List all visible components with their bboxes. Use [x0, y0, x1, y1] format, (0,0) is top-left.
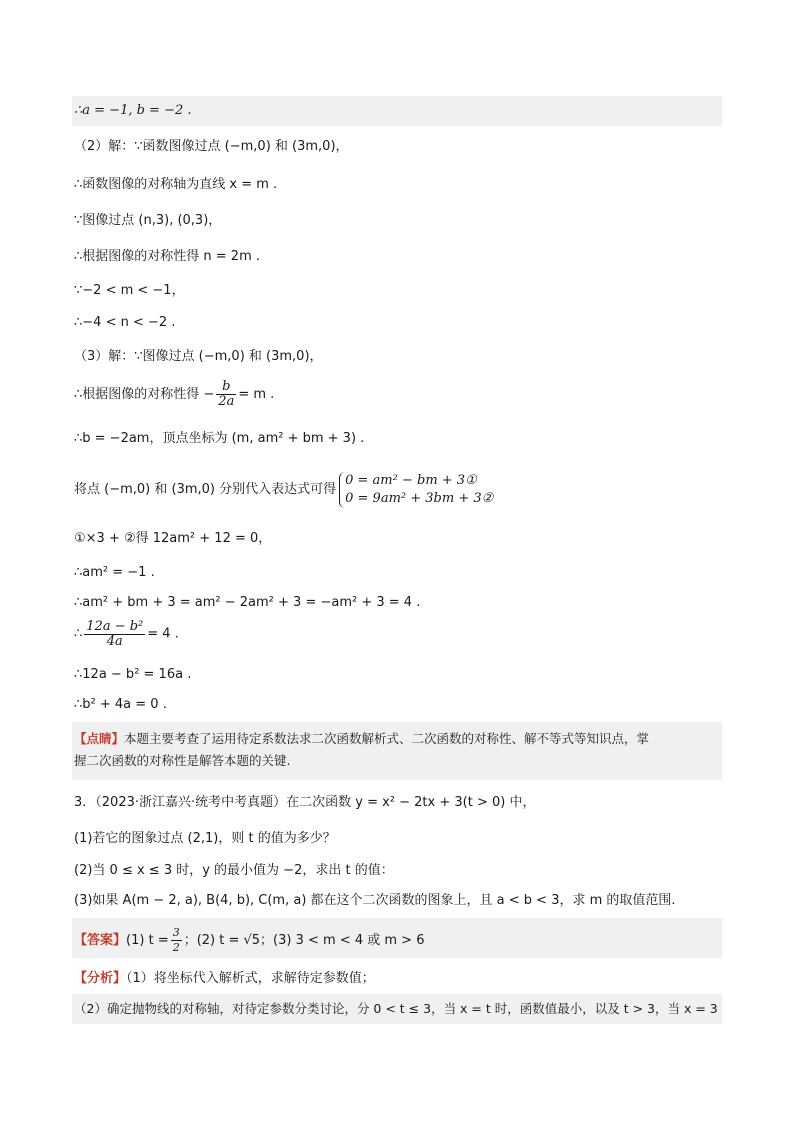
text-line: 将点 (−m,0) 和 (3m,0) 分别代入表达式可得 0 = am² − bm + 3① 0 = 9am² + 3bm + 3②: [74, 473, 494, 506]
text-line: ∴12a − b² = 16a .: [74, 667, 192, 682]
text-line: （3）解：∵图像过点 (−m,0) 和 (3m,0)，: [74, 349, 323, 364]
text-line: ∴根据图像的对称性得 n = 2m .: [74, 249, 260, 264]
text-line: ∴函数图像的对称轴为直线 x = m .: [74, 177, 278, 192]
text-line: ∴ $\frac{\text{12a − b²}}{4a}$ = 4 .: [74, 619, 179, 649]
equation-system: 0 = am² − bm + 3① 0 = 9am² + 3bm + 3②: [339, 472, 493, 508]
text-line: ∴a = −1, b = −2 .: [72, 96, 722, 126]
fraction: $\frac{3}{2}$: [172, 926, 180, 954]
text-line: ∵−2 < m < −1，: [74, 283, 185, 298]
text-line: ∴am² = −1 .: [74, 565, 155, 580]
analysis-line: 【分析】（1）将坐标代入解析式，求解待定参数值；: [74, 971, 375, 986]
text-line: ①×3 + ②得 12am² + 12 = 0，: [74, 531, 272, 546]
text-line: ∴−4 < n < −2 .: [74, 315, 176, 330]
text-line: ∴am² + bm + 3 = am² − 2am² + 3 = −am² + 3 = 4 .: [74, 595, 421, 610]
text-line: ∴b = −2am，顶点坐标为 (m, am² + bm + 3) .: [74, 431, 365, 446]
text-line: ∴b² + 4a = 0 .: [74, 697, 167, 712]
question-title: 3．（2023·浙江嘉兴·统考中考真题）在二次函数 y = x² − 2tx + 3(t > 0) 中，: [74, 795, 536, 810]
question-part: (3)如果 A(m − 2, a), B(4, b), C(m, a) 都在这个二次函数的图象上，且 a < b < 3，求 m 的取值范围.: [74, 893, 676, 908]
fraction: $\frac{\text{12a − b²}}{4a}$: [86, 619, 144, 649]
section-label: 【分析】: [74, 971, 127, 986]
text-line: ∴根据图像的对称性得 − $\frac{b}{2a}$ = m .: [74, 379, 275, 409]
text-line: （2）解：∵函数图像过点 (−m,0) 和 (3m,0)，: [74, 139, 349, 154]
analysis-line: （2）确定抛物线的对称轴，对待定参数分类讨论，分 0 < t ≤ 3，当 x = t 时，函数值最小，以及 t > 3，当 x = 3: [72, 994, 722, 1024]
answer-box: 【答案】(1) t = $\frac{3}{2}$ ；(2) t = √5；(3) 3 < m < 4 或 m > 6: [72, 918, 722, 958]
section-label: 【点睛】: [74, 731, 125, 746]
question-part: (1)若它的图象过点 (2,1)，则 t 的值为多少？: [74, 831, 336, 846]
question-part: (2)当 0 ≤ x ≤ 3 时，y 的最小值为 −2，求出 t 的值：: [74, 863, 394, 878]
text-line: ∵图像过点 (n,3), (0,3)，: [74, 213, 222, 228]
key-point-box: 【点睛】本题主要考查了运用待定系数法求二次函数解析式、二次函数的对称性、解不等式等知识点，掌 握二次函数的对称性是解答本题的关键.: [72, 722, 722, 780]
fraction: $\frac{b}{2a}$: [218, 379, 235, 409]
section-label: 【答案】: [74, 933, 127, 948]
